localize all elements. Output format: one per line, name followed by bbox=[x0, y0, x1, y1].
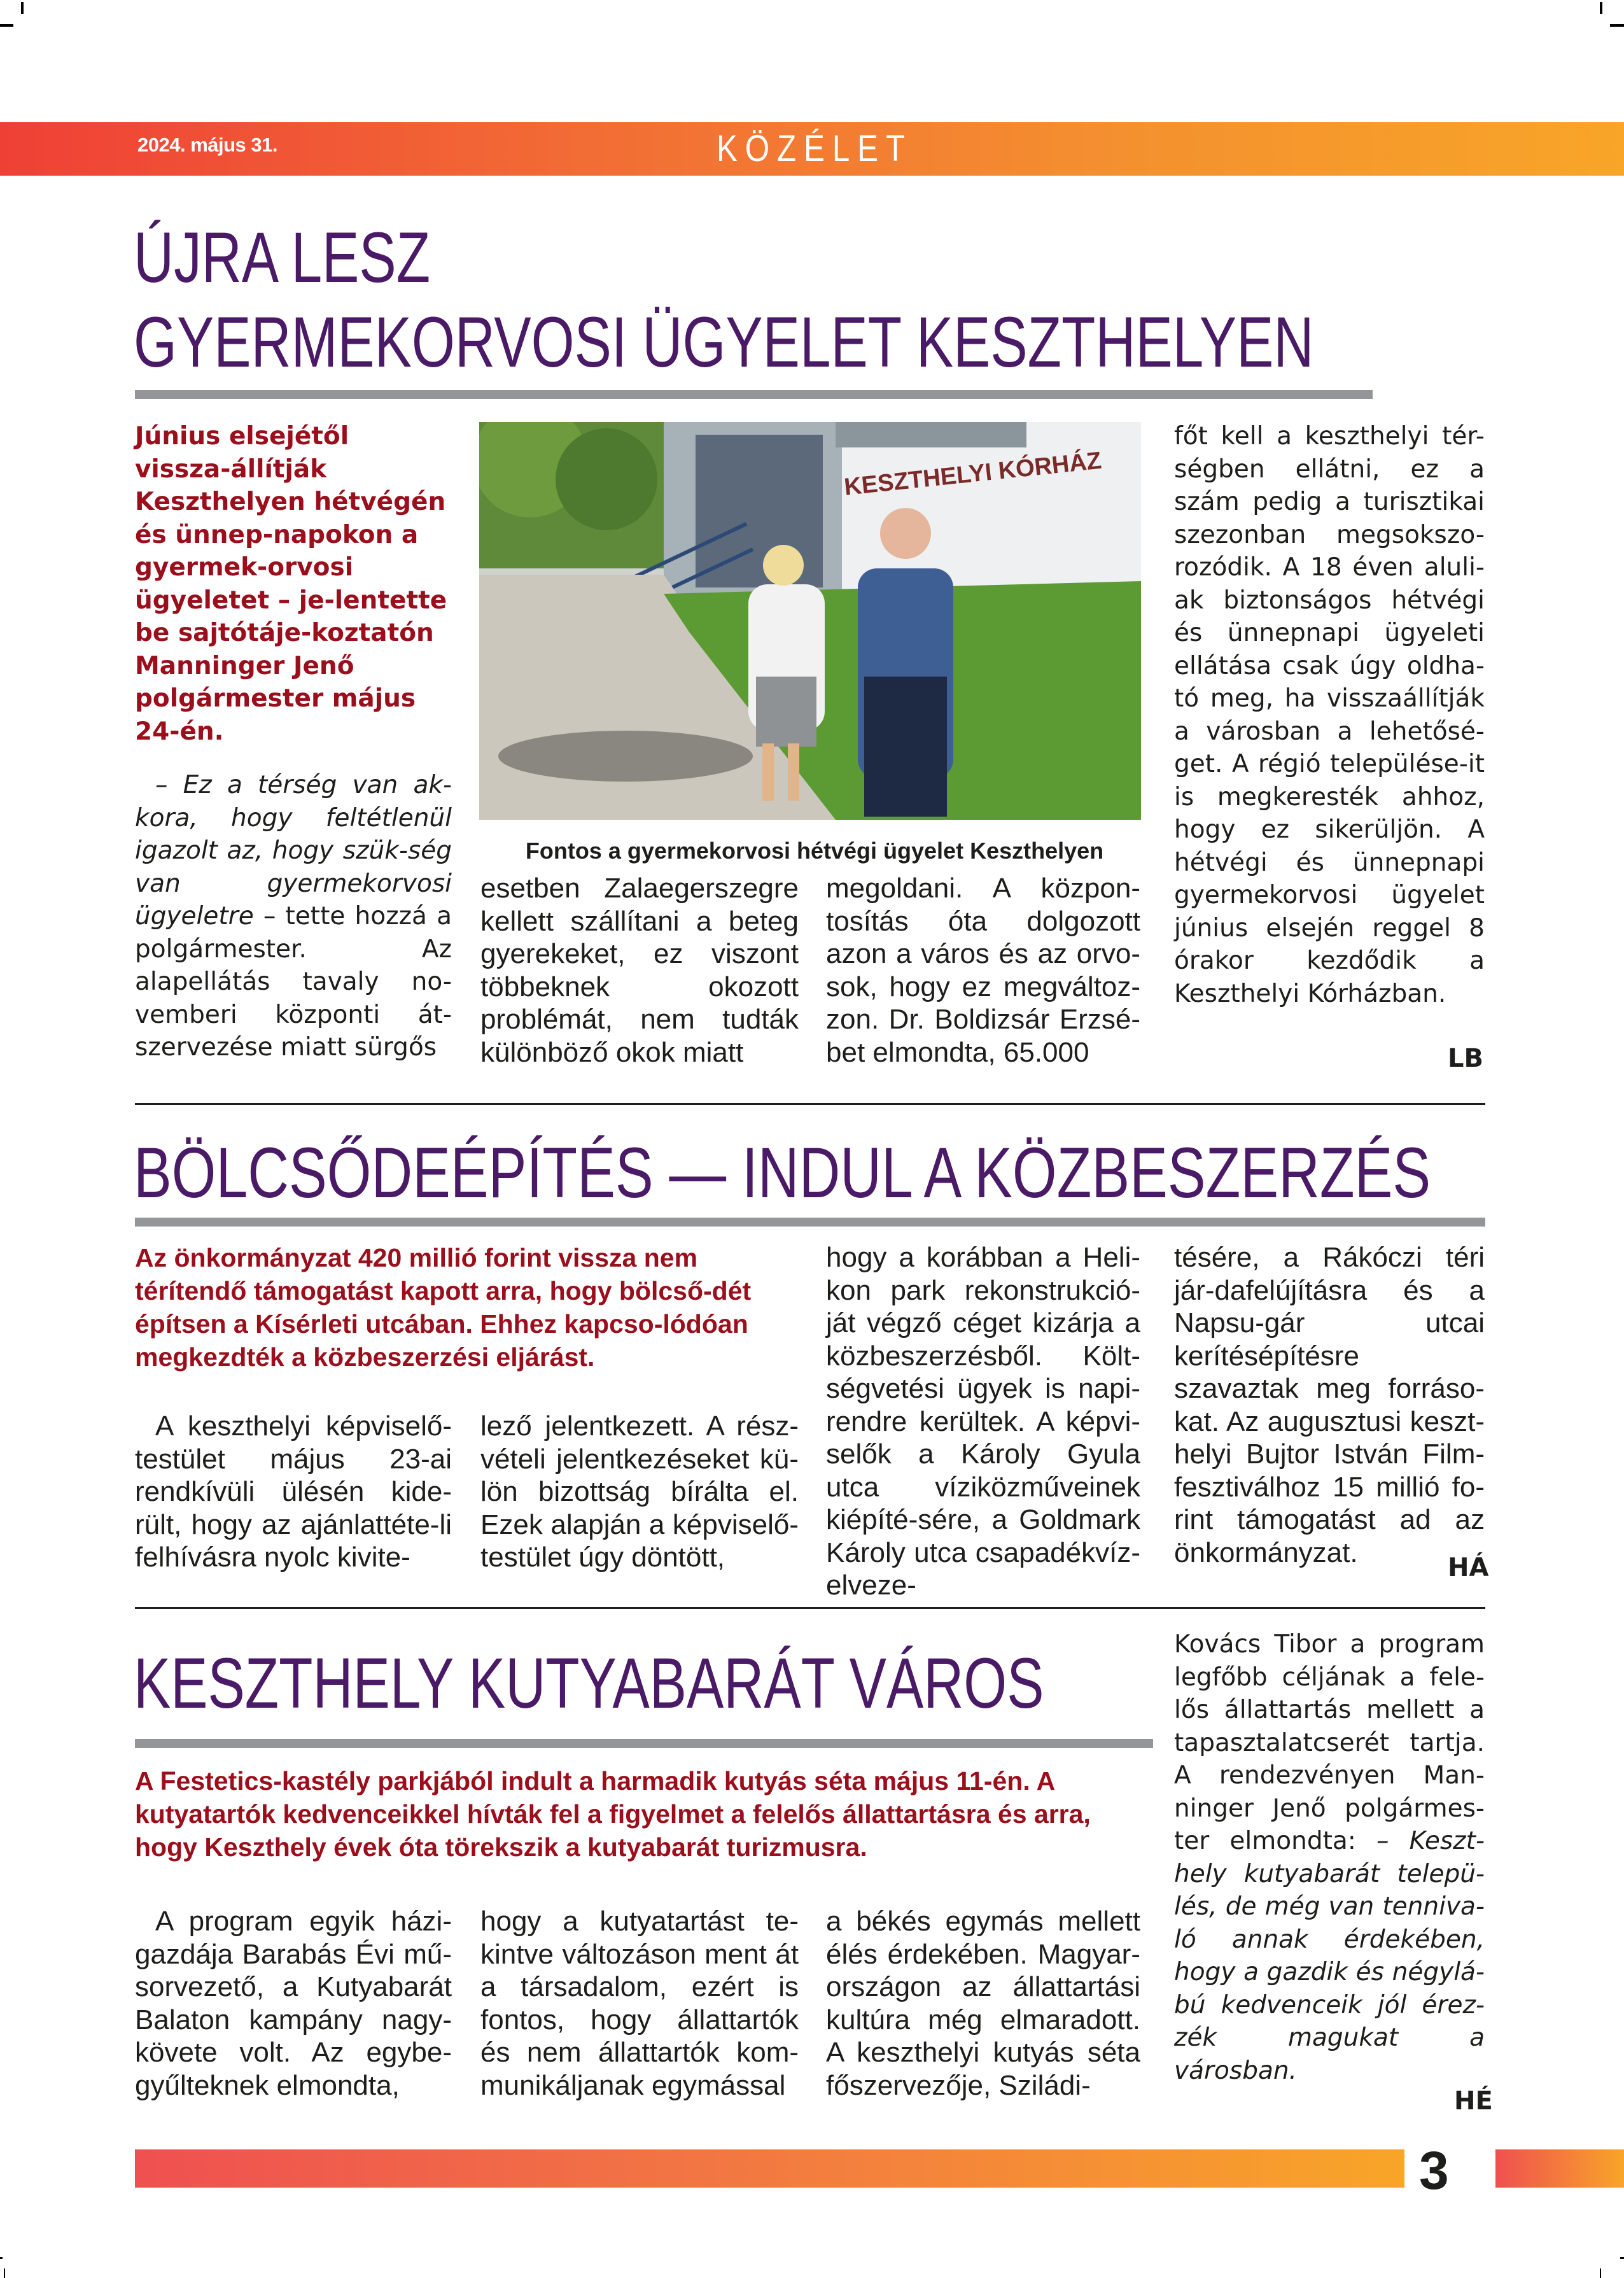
article-2-column-2: lező jelentkezett. A rész-vételi jelentkezéseket kü-lön bizottság bírálta el. Ezek alapján a képviselő-testület úgy döntött, bbox=[480, 1410, 799, 1573]
crop-mark bbox=[4, 2268, 5, 2278]
article-2-byline: HÁ bbox=[1448, 1553, 1489, 1582]
article-1-column-2: esetben Zalaegerszegre kellett szállítani a beteg gyerekeket, ez viszont többeknek okozott problémát, nem tudták különböző okok miatt bbox=[480, 873, 799, 1068]
article-3-column-2: hogy a kutyatartást te-kintve változáson ment át a társadalom, ezért is fontos, hogy állattartók és nem állattartók kom-munikáljanak egymással bbox=[480, 1906, 799, 2101]
title-underline bbox=[135, 1739, 1153, 1748]
article-1-title-line-1: ÚJRA LESZ bbox=[134, 218, 431, 297]
article-3-lead: A Festetics-kastély parkjából indult a harmadik kutyás séta május 11-én. A kutyatartók kedvenceikkel hívták fel a figyelmet a felelős állattartásra és arra, hogy Keszthely évek óta törekszik a kutyabarát turizmusra. bbox=[135, 1766, 1091, 1862]
crop-mark bbox=[1610, 24, 1624, 27]
article-1-column-4: főt kell a keszthelyi tér-ségben ellátni, ez a szám pedig a turisztikai szezonban megsokszo-rozódik. A 18 éven aluli-ak biztonságos hétvégi és ünnepnapi ügyeleti ellátása csak úgy oldha-tó meg, ha visszaállítják a városban a lehetősé-get. A régió települése-it is megkeresték ahhoz, hogy ez sikerüljön. A hétvégi és ünnepnapi gyermekorvosi ügyelet június elsején reggel 8 órakor kezdődik a Keszthelyi Kórházban. bbox=[1174, 422, 1485, 1008]
photo-caption: Fontos a gyermekorvosi hétvégi ügyelet Keszthelyen bbox=[525, 838, 1104, 864]
footer-band-right bbox=[1495, 2149, 1624, 2188]
article-divider bbox=[135, 1103, 1485, 1105]
article-3-column-1: A program egyik házi-gazdája Barabás Évi mű-sorvezető, a Kutyabarát Balaton kampány nagy-követe volt. Az egybe-gyűlteknek elmondta, bbox=[135, 1906, 452, 2101]
section-title: KÖZÉLET bbox=[717, 128, 913, 169]
article-2-column-4: tésére, a Rákóczi téri jár-dafelújításra és a Napsu-gár utcai kerítésépítésre szavaztak meg forráso-kat. Az augusztusi keszt-helyi Bujtor István Film-fesztiválhoz 15 millió fo-rint támogatást ad az önkormányzat. bbox=[1174, 1242, 1485, 1568]
crop-mark bbox=[1620, 2257, 1624, 2259]
article-3-column-4: Kovács Tibor a program legfőbb céljának a fele-lős állattartás mellett a tapasztalatcserét tartja. A rendezvényen Man-ninger Jenő polgármes-ter elmondta: – Keszt-hely kutyabarát telepü-lés, de még van tenniva-ló annak érdekében, hogy a gazdik és négylá-bú kedvenceik jól érez-zék magukat a városban. bbox=[1174, 1630, 1485, 2085]
crop-mark bbox=[21, 2, 24, 14]
footer-band-left bbox=[135, 2149, 1404, 2188]
article-1-lead: Június elsejétől vissza-állítják Keszthelyen hétvégén és ünnep-napokon a gyermek-orvosi ügyeletet – je-lentette be sajtótáje-koztatón Manninger Jenő polgármester május 24-én. bbox=[135, 422, 447, 746]
article-3-column-3: a békés egymás mellett élés érdekében. Magyar-országon az állattartási kultúra még elmaradott. A keszthelyi kutyás séta főszervezője, Sziládi- bbox=[826, 1906, 1140, 2101]
issue-date: 2024. május 31. bbox=[137, 134, 277, 156]
article-1-column-3: megoldani. A közpon-tosítás óta dolgozott azon a város és az orvo-sok, hogy ez megváltoz-zon. Dr. Boldizsár Erzsé-bet elmondta, 65.000 bbox=[826, 873, 1140, 1068]
crop-mark bbox=[0, 24, 13, 27]
article-1-byline: LB bbox=[1448, 1044, 1483, 1073]
article-1-title-line-2: GYERMEKORVOSI ÜGYELET KESZTHELYEN bbox=[134, 302, 1314, 382]
hospital-sign: KESZTHELYI KÓRHÁZ bbox=[843, 447, 1103, 501]
article-2-lead: Az önkormányzat 420 millió forint vissza nem térítendő támogatást kapott arra, hogy bölcső-dét építsen a Kísérleti utcában. Ehhez kapcso-lódóan megkezdték a közbeszerzési eljárást. bbox=[135, 1243, 752, 1372]
article-2-title: BÖLCSŐDEÉPÍTÉS — INDUL A KÖZBESZERZÉS bbox=[134, 1133, 1431, 1213]
hospital-photo bbox=[479, 422, 1141, 820]
article-2-column-1: A keszthelyi képviselő-testület május 23-ai rendkívüli ülésén kide-rült, hogy az ajánlattéte-li felhívásra nyolc kivite- bbox=[135, 1410, 452, 1573]
title-underline bbox=[135, 1218, 1485, 1227]
crop-mark bbox=[0, 2257, 3, 2259]
article-divider bbox=[135, 1607, 1485, 1609]
article-3-byline: HÉ bbox=[1454, 2086, 1493, 2116]
crop-mark bbox=[1600, 2268, 1601, 2278]
article-3-title: KESZTHELY KUTYABARÁT VÁROS bbox=[134, 1643, 1044, 1723]
article-1-column-1: – Ez a térség van ak-kora, hogy feltétlenül igazolt az, hogy szük-ség van gyermekorvosi ügyeletre – tette hozzá a polgármester. Az alapellátás tavaly no-vemberi központi át-szervezése miatt sürgős bbox=[135, 771, 452, 1062]
crop-mark bbox=[1600, 2, 1602, 14]
page-number: 3 bbox=[1419, 2141, 1449, 2200]
title-underline bbox=[135, 390, 1373, 399]
article-2-column-3: hogy a korábban a Heli-kon park rekonstrukció-ját végző céget kizárja a közbeszerzésből. Költ-ségvetési ügyek is napi-rendre kerültek. A képvi-selők a Károly Gyula utca víziközműveinek kiépíté-sére, a Goldmark Károly utca csapadékvíz-elveze- bbox=[826, 1242, 1140, 1601]
mayor-quote: – Ez a térség van ak-kora, hogy feltétlenül igazolt az, hogy szük-ség van gyermekorvosi ügyeletre bbox=[135, 771, 452, 931]
mayor-quote: – Keszt-hely kutyabarát telepü-lés, de még van tenniva-ló annak érdekében, hogy a gazdik és négylá-bú kedvenceik jól érez-zék magukat a városban. bbox=[1174, 1827, 1485, 2085]
